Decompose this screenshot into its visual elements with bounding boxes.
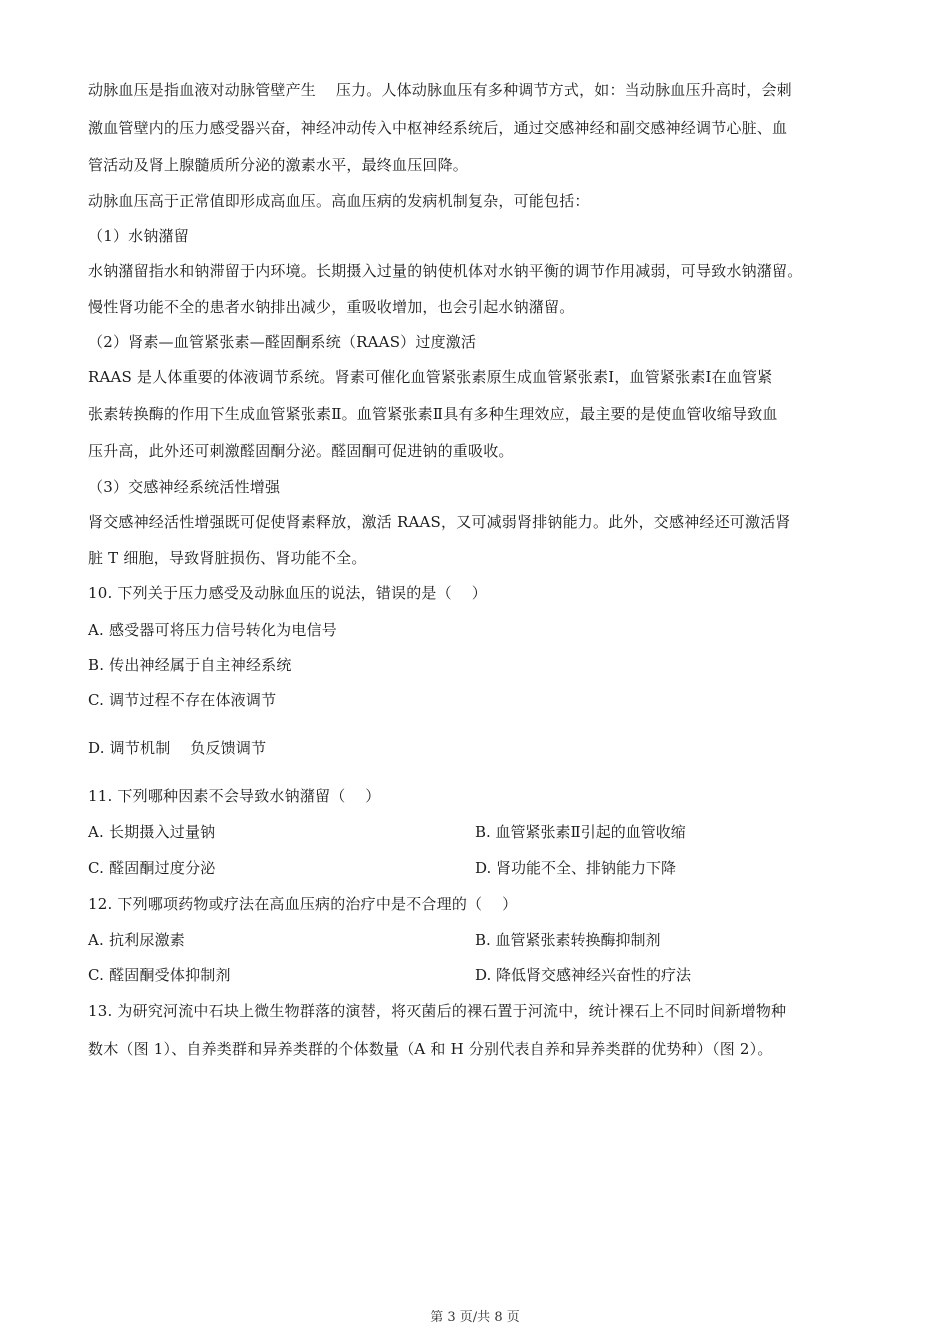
section-heading: （2）肾素—血管紧张素—醛固酮系统（RAAS）过度激活 [88,333,477,351]
passage-text: 激血管壁内的压力感受器兴奋，神经冲动传入中枢神经系统后，通过交感神经和副交感神经调节心脏、血 [88,119,788,137]
option-d: D. 肾功能不全、排钠能力下降 [475,859,677,877]
passage-text: 肾交感神经活性增强既可促使肾素释放，激活 RAAS，又可减弱肾排钠能力。此外，交感神经还可激活肾 [88,513,791,531]
question-stem: 10. 下列关于压力感受及动脉血压的说法，错误的是（ ） [88,584,487,602]
option-a: A. 感受器可将压力信号转化为电信号 [88,621,337,639]
passage-text: 脏 T 细胞，导致肾脏损伤、肾功能不全。 [88,549,367,567]
passage-text: 管活动及肾上腺髓质所分泌的激素水平，最终血压回降。 [88,156,469,174]
option-b: B. 血管紧张素转换酶抑制剂 [475,931,661,949]
option-b: B. 传出神经属于自主神经系统 [88,656,292,674]
question-stem: 11. 下列哪种因素不会导致水钠潴留（ ） [88,787,381,805]
question-stem: 12. 下列哪项药物或疗法在高血压病的治疗中是不合理的（ ） [88,895,518,913]
page-number: 第 3 页/共 8 页 [430,1310,520,1325]
passage-text: RAAS 是人体重要的体液调节系统。肾素可催化血管紧张素原生成血管紧张素Ⅰ，血管紧张素Ⅰ在血管紧 [88,368,773,386]
option-d: D. 降低肾交感神经兴奋性的疗法 [475,966,692,984]
question-stem: 13. 为研究河流中石块上微生物群落的演替，将灭菌后的裸石置于河流中，统计裸石上不同时间新增物种 [88,1002,787,1020]
option-c: C. 醛固酮受体抑制剂 [88,966,231,984]
passage-text: 张素转换酶的作用下生成血管紧张素Ⅱ。血管紧张素Ⅱ具有多种生理效应，最主要的是使血管收缩导致血 [88,405,778,423]
passage-text: 压升高，此外还可刺激醛固酮分泌。醛固酮可促进钠的重吸收。 [88,442,514,460]
option-c: C. 醛固酮过度分泌 [88,859,216,877]
passage-text: 水钠潴留指水和钠滞留于内环境。长期摄入过量的钠使机体对水钠平衡的调节作用减弱，可导致水钠潴留。 [88,262,803,280]
question-stem: 数木（图 1）、自养类群和异养类群的个体数量（A 和 H 分别代表自养和异养类群的优势种）（图 2）。 [88,1040,773,1058]
section-heading: （3）交感神经系统活性增强 [88,478,281,496]
option-b: B. 血管紧张素Ⅱ引起的血管收缩 [475,823,686,841]
passage-text: 动脉血压是指血液对动脉管壁产生 压力。人体动脉血压有多种调节方式，如：当动脉血压升高时，会刺 [88,81,792,99]
option-d: D. 调节机制 负反馈调节 [88,739,267,757]
option-a: A. 抗利尿激素 [88,931,185,949]
option-a: A. 长期摄入过量钠 [88,823,216,841]
passage-text: 慢性肾功能不全的患者水钠排出减少，重吸收增加，也会引起水钠潴留。 [88,298,575,316]
option-c: C. 调节过程不存在体液调节 [88,691,277,709]
section-heading: （1）水钠潴留 [88,227,189,245]
passage-text: 动脉血压高于正常值即形成高血压。高血压病的发病机制复杂，可能包括： [88,192,590,210]
